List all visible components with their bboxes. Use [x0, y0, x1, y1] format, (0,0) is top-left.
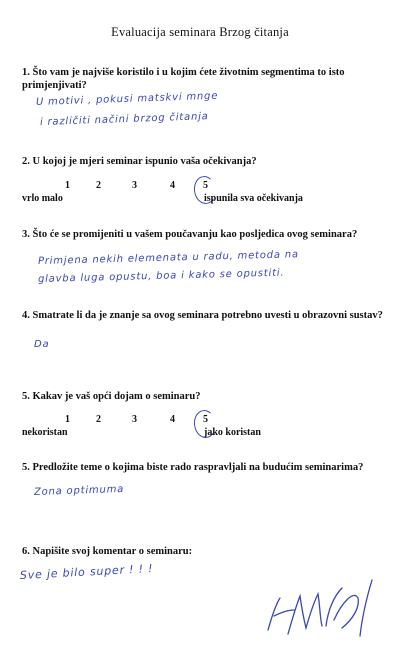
scale-2-option-2: 2: [96, 180, 101, 191]
answer-4: Da: [34, 339, 50, 350]
scale-5-high-label: jako koristan: [204, 427, 261, 438]
answer-1-line-1: U motivi , pokusi matskvi mnge: [35, 90, 219, 108]
answer-3-line-2: glavba luga opustu, boa i kako se opustiti.: [37, 267, 285, 285]
form-title: Evaluacija seminara Brzog čitanja: [111, 25, 289, 39]
answer-5b: Zona optimuma: [33, 483, 125, 498]
scale-2-high-label: ispunila sva očekivanja: [204, 193, 303, 204]
question-2: 2. U kojoj je mjeri seminar ispunio vaša očekivanja?: [22, 156, 257, 167]
scale-5-option-1: 1: [65, 414, 70, 425]
scale-2-low-label: vrlo malo: [22, 193, 63, 204]
scale-5-option-4: 4: [170, 414, 175, 425]
scale-5-option-2: 2: [96, 414, 101, 425]
scale-5-low-label: nekoristan: [22, 427, 68, 438]
scale-5-option-5: 5: [203, 414, 208, 425]
scale-2-option-3: 3: [132, 180, 137, 191]
scale-2-option-1: 1: [65, 180, 70, 191]
answer-1-line-2: i različiti načini brzog čitanja: [39, 111, 209, 128]
scale-2-option-5: 5: [203, 180, 208, 191]
handwritten-signature-icon: [262, 576, 392, 642]
question-3: 3. Što će se promijeniti u vašem poučavanju kao posljedica ovog seminara?: [22, 229, 358, 240]
question-4: 4. Smatrate li da je znanje sa ovog seminara potrebno uvesti u obrazovni sustav?: [22, 310, 383, 321]
scale-2-option-4: 4: [170, 180, 175, 191]
question-5a: 5. Kakav je vaš opći dojam o seminaru?: [22, 391, 201, 402]
answer-6: Sve je bilo super ! ! !: [19, 562, 154, 582]
question-6: 6. Napišite svoj komentar o seminaru:: [22, 546, 193, 557]
question-1: 1. Što vam je najviše koristilo i u kojim ćete životnim segmentima to isto primjenjivati?: [22, 67, 345, 91]
scale-5-option-3: 3: [132, 414, 137, 425]
question-5b: 5. Predložite teme o kojima biste rado raspravljali na budućim seminarima?: [22, 462, 364, 473]
answer-3-line-1: Primjena nekih elemenata u radu, metoda na: [37, 249, 299, 267]
